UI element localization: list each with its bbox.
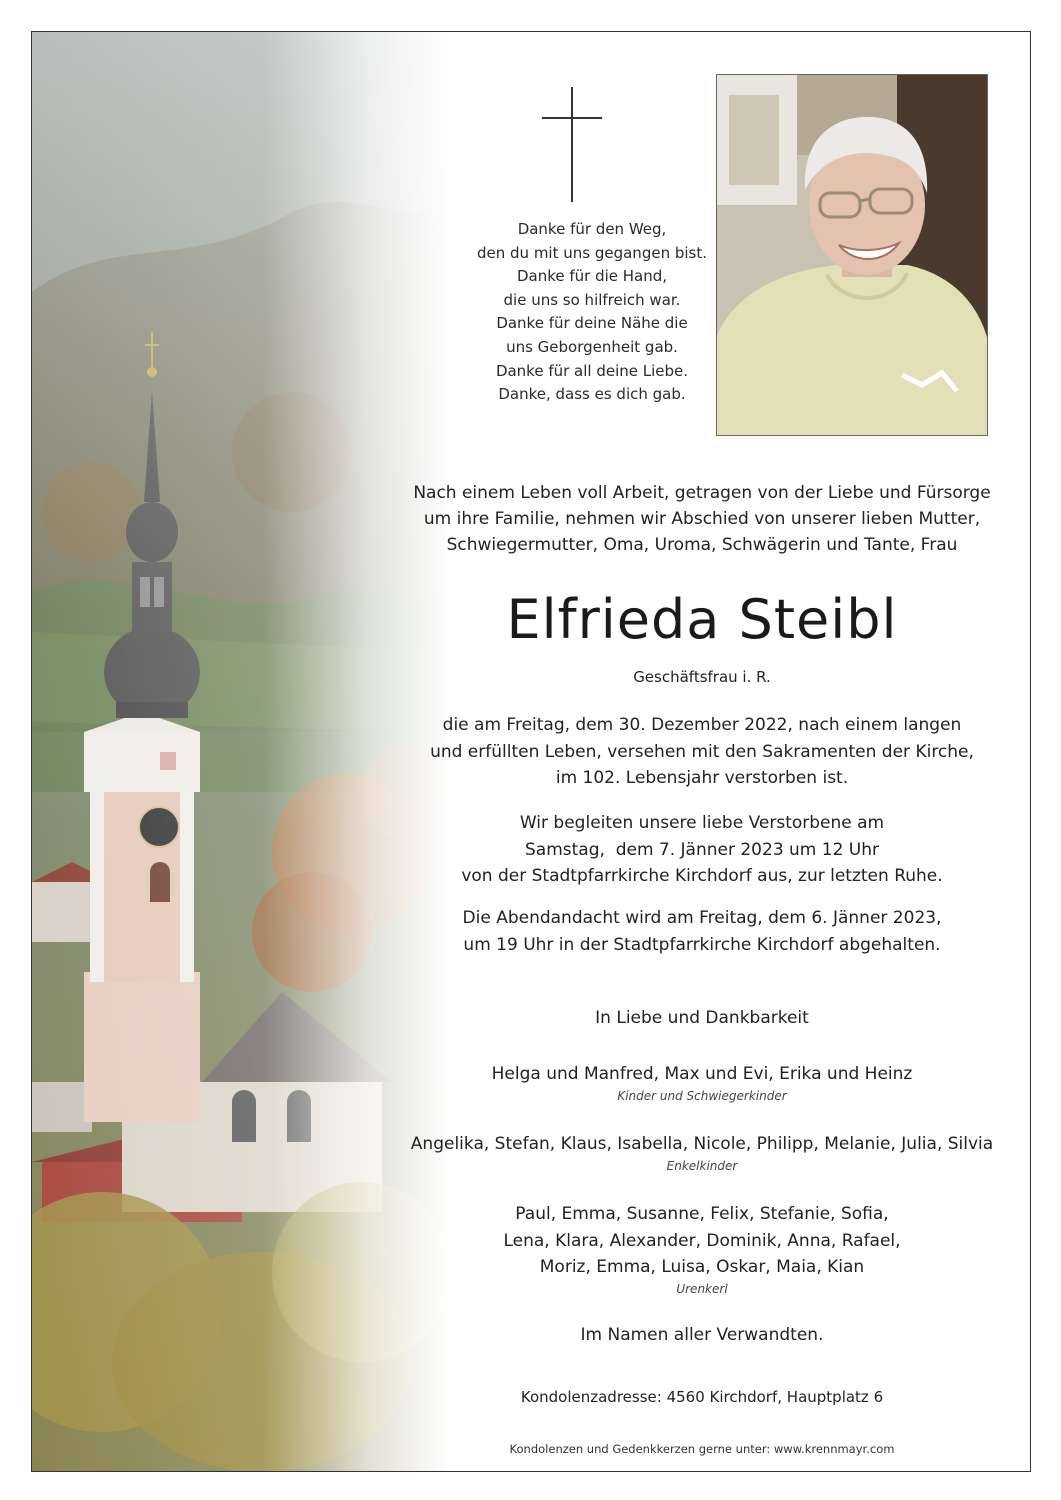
mourner-group-grandchildren <box>402 1131 1002 1175</box>
mourner-names: Helga und Manfred, Max und Evi, Erika und Heinz <box>491 1064 913 1084</box>
poem-line: die uns so hilfreich war. <box>503 290 681 309</box>
death-text <box>402 712 1002 792</box>
service-line: Samstag, dem 7. Jänner 2023 um 12 Uhr <box>524 839 880 860</box>
mourner-group-great-grandchildren <box>402 1201 1002 1298</box>
church-landscape-image <box>32 32 452 1471</box>
deceased-name: Elfrieda Steibl <box>506 588 898 651</box>
condolence-address: Kondolenzadresse: 4560 Kirchdorf, Hauptplatz 6 <box>520 1388 884 1406</box>
condolence-website-note: Kondolenzen und Gedenkkerzen gerne unter: www.krennmayr.com <box>509 1442 895 1456</box>
mourner-role: Enkelkinder <box>666 1158 738 1173</box>
mourner-names: Lena, Klara, Alexander, Dominik, Anna, Rafael, <box>503 1230 901 1251</box>
relatives-line: Im Namen aller Verwandten. <box>580 1325 824 1345</box>
evening-line: Die Abendandacht wird am Freitag, dem 6. Jänner 2023, <box>462 908 942 928</box>
intro-text <box>402 480 1002 558</box>
mourner-role: Urenkerl <box>676 1281 728 1296</box>
portrait-photo <box>716 74 988 436</box>
service-line: von der Stadtpfarrkirche Kirchdorf aus, zur letzten Ruhe. <box>461 866 943 886</box>
poem-line: Danke für die Hand, <box>516 267 668 286</box>
mourner-names: Paul, Emma, Susanne, Felix, Stefanie, Sofia, <box>515 1204 889 1224</box>
poem-line: Danke für den Weg, <box>517 220 667 238</box>
poem-line: uns Geborgenheit gab. <box>506 337 678 356</box>
mourner-names: Angelika, Stefan, Klaus, Isabella, Nicole, Philipp, Melanie, Julia, Silvia <box>410 1134 994 1154</box>
intro-line: um ihre Familie, nehmen wir Abschied von unserer lieben Mutter, <box>423 509 981 529</box>
parte-frame <box>31 31 1031 1472</box>
poem-line: Danke, dass es dich gab. <box>498 385 686 404</box>
poem-line: den du mit uns gegangen bist. <box>477 243 707 262</box>
death-line: die am Freitag, dem 30. Dezember 2022, nach einem langen <box>442 715 962 735</box>
intro-line: Schwiegermutter, Oma, Uroma, Schwägerin und Tante, Frau <box>446 535 958 555</box>
service-line: Wir begleiten unsere liebe Verstorbene am <box>519 813 885 833</box>
closing-phrase: In Liebe und Dankbarkeit <box>595 1008 809 1028</box>
mourner-role: Kinder und Schwiegerkinder <box>617 1088 787 1103</box>
deceased-title: Geschäftsfrau i. R. <box>633 668 771 686</box>
evening-line: um 19 Uhr in der Stadtpfarrkirche Kirchdorf abgehalten. <box>463 934 941 955</box>
mourner-group-children <box>402 1061 1002 1105</box>
poem-line: Danke für deine Nähe die <box>496 314 688 333</box>
mourner-names: Moriz, Emma, Luisa, Oskar, Maia, Kian <box>539 1257 865 1277</box>
poem <box>422 218 762 407</box>
evening-prayer-text <box>402 905 1002 958</box>
cross-icon <box>542 87 602 202</box>
funeral-service-text <box>402 810 1002 890</box>
death-line: im 102. Lebensjahr verstorben ist. <box>555 768 849 788</box>
poem-line: Danke für all deine Liebe. <box>495 361 689 380</box>
death-line: und erfüllten Leben, versehen mit den Sakramenten der Kirche, <box>430 741 974 762</box>
intro-line: Nach einem Leben voll Arbeit, getragen von der Liebe und Fürsorge <box>413 483 991 503</box>
